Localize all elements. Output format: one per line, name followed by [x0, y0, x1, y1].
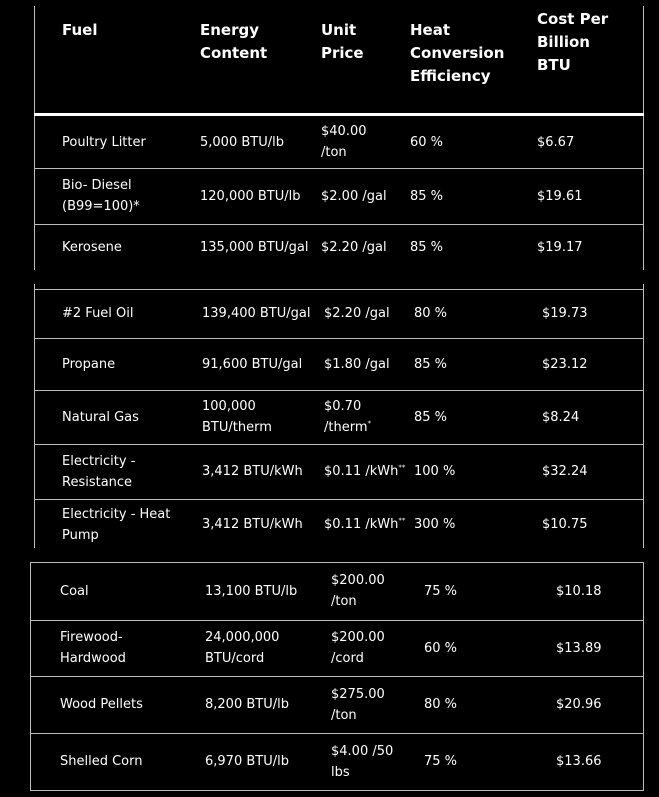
cost-cell-line: $19.73: [542, 306, 588, 321]
fuel-cell-line: (B99=100)*: [62, 199, 140, 214]
efficiency-cell: [424, 638, 457, 659]
energy-cell: [205, 581, 297, 602]
price-cell-line: $0.70: [324, 399, 362, 414]
fuel-cell: [60, 627, 126, 669]
price-cell: [331, 627, 385, 669]
energy-cell: [200, 237, 308, 258]
fuel-cell-line: Natural Gas: [62, 409, 139, 425]
price-cell: [331, 741, 393, 783]
row-divider: [30, 733, 644, 734]
price-cell-line: /therm*: [324, 419, 371, 435]
price-cell: [331, 570, 385, 612]
fuel-cell: [60, 751, 142, 772]
fuel-cell-line: Bio- Diesel: [62, 178, 132, 193]
row-divider: [34, 338, 644, 339]
efficiency-cell: [424, 581, 457, 602]
cost-cell-line: $23.12: [542, 356, 588, 372]
fuel-cell-line: Electricity - Heat: [62, 506, 171, 522]
price-cell-line: $0.11 /kWh**: [324, 463, 406, 479]
price-cell: [321, 237, 387, 258]
energy-cell-line: BTU/therm: [202, 420, 272, 435]
energy-cell-line: 6,970 BTU/lb: [205, 754, 289, 769]
cost-cell-line: $6.67: [537, 134, 575, 150]
table-border-right: [643, 284, 644, 548]
row-divider: [30, 676, 644, 677]
efficiency-cell: [410, 237, 443, 258]
energy-cell: [200, 186, 301, 207]
cost-cell-line: $8.24: [542, 409, 580, 425]
cost-cell: [542, 461, 588, 482]
energy-cell: [200, 132, 284, 153]
cost-cell: [542, 514, 588, 535]
price-cell: [324, 396, 371, 438]
efficiency-cell-line: 85 %: [414, 409, 448, 425]
efficiency-cell: [424, 751, 457, 772]
energy-cell-line: 24,000,000: [205, 630, 280, 645]
footnote-marker: *: [367, 419, 371, 428]
cost-cell: [556, 751, 602, 772]
table-border-left: [34, 284, 35, 548]
fuel-cell: [62, 237, 122, 258]
fuel-cell: [62, 303, 134, 324]
header-unit-price: Unit Price: [321, 21, 364, 62]
row-divider: [34, 390, 644, 391]
cost-cell: [542, 354, 588, 375]
efficiency-cell-line: 80 %: [424, 697, 458, 712]
cost-cell: [537, 237, 583, 258]
energy-cell-line: 3,412 BTU/kWh: [202, 517, 303, 532]
efficiency-cell-line: 60 %: [424, 640, 458, 656]
row-divider: [30, 620, 644, 621]
energy-cell: [205, 751, 289, 772]
fuel-cell-line: Shelled Corn: [60, 754, 143, 769]
price-cell: [324, 354, 390, 375]
price-cell-line: /ton: [331, 707, 357, 723]
energy-cell: [202, 396, 272, 438]
fuel-cell-line: Resistance: [62, 474, 133, 490]
price-cell-line: $40.00: [321, 124, 367, 139]
price-cell: [324, 303, 390, 324]
cost-cell: [537, 186, 583, 207]
header-heat-efficiency: Heat Conversion Efficiency: [410, 21, 505, 85]
cost-cell-line: $32.24: [542, 464, 588, 479]
energy-cell-line: 13,100 BTU/lb: [205, 583, 298, 599]
row-divider: [34, 444, 644, 445]
fuel-cell: [62, 175, 140, 217]
energy-cell-line: 8,200 BTU/lb: [205, 697, 289, 712]
fuel-cell-line: #2 Fuel Oil: [62, 306, 134, 321]
fuel-cell-line: Electricity -: [62, 453, 136, 469]
efficiency-cell-line: 75 %: [424, 583, 458, 599]
row-divider: [30, 790, 644, 791]
fuel-cell: [62, 132, 146, 153]
price-cell-line: $200.00: [331, 573, 385, 588]
row-divider: [34, 224, 644, 225]
header-fuel: Fuel: [62, 21, 98, 39]
price-cell-line: $1.80 /gal: [324, 356, 390, 372]
row-divider: [34, 168, 644, 169]
price-cell-line: /ton: [331, 594, 357, 609]
price-cell: [331, 684, 385, 726]
price-cell-line: /ton: [321, 145, 347, 160]
efficiency-cell: [414, 514, 455, 535]
footnote-marker: **: [398, 516, 406, 525]
cost-cell-line: $20.96: [556, 697, 602, 712]
efficiency-cell: [414, 461, 455, 482]
cost-cell-line: $13.66: [556, 754, 602, 769]
efficiency-cell-line: 300 %: [414, 517, 456, 532]
energy-cell-line: 91,600 BTU/gal: [202, 356, 303, 372]
efficiency-cell-line: 75 %: [424, 754, 458, 769]
price-cell-line: $275.00: [331, 686, 385, 702]
table-border-left: [34, 6, 35, 270]
cost-cell-line: $19.61: [537, 188, 583, 204]
cost-cell: [537, 132, 574, 153]
energy-cell-line: 5,000 BTU/lb: [200, 134, 284, 150]
efficiency-cell: [414, 407, 447, 428]
fuel-cell: [62, 504, 170, 546]
price-cell-line: $2.20 /gal: [324, 306, 390, 321]
header-energy-content: Energy Content: [200, 21, 268, 62]
efficiency-cell: [424, 694, 457, 715]
efficiency-cell-line: 85 %: [410, 239, 444, 255]
efficiency-cell: [410, 132, 443, 153]
header-cost-per-billion-btu: Cost Per Billion BTU: [537, 10, 609, 74]
footnote-marker: **: [398, 463, 406, 472]
energy-cell-line: 3,412 BTU/kWh: [202, 464, 303, 479]
efficiency-cell-line: 85 %: [410, 188, 444, 204]
energy-cell: [202, 461, 303, 482]
cost-cell-line: $10.18: [556, 583, 602, 599]
price-cell: [321, 121, 367, 163]
energy-cell: [202, 354, 302, 375]
efficiency-cell: [414, 354, 447, 375]
price-cell-line: lbs: [331, 764, 350, 780]
cost-cell-line: $13.89: [556, 640, 602, 656]
price-cell: [324, 514, 405, 535]
fuel-cell-line: Poultry Litter: [62, 134, 146, 150]
header-divider: [34, 113, 644, 116]
row-divider: [30, 562, 644, 563]
efficiency-cell: [414, 303, 447, 324]
fuel-cell: [60, 694, 143, 715]
energy-cell: [202, 514, 303, 535]
cost-cell-line: $10.75: [542, 517, 588, 532]
price-cell-line: $200.00: [331, 630, 385, 645]
efficiency-cell-line: 80 %: [414, 306, 448, 321]
efficiency-cell-line: 100 %: [414, 464, 456, 479]
energy-cell-line: 100,000: [202, 399, 256, 414]
cost-cell: [556, 581, 602, 602]
efficiency-cell: [410, 186, 443, 207]
fuel-cell-line: Propane: [62, 356, 116, 372]
row-divider: [34, 289, 644, 290]
price-cell-line: $4.00 /50: [331, 743, 394, 759]
price-cell-line: /cord: [331, 651, 364, 666]
cost-cell: [556, 638, 602, 659]
fuel-cell-line: Pump: [62, 527, 99, 543]
price-cell-line: $2.20 /gal: [321, 239, 387, 255]
energy-cell: [202, 303, 310, 324]
fuel-cell: [62, 354, 115, 375]
fuel-cell-line: Hardwood: [60, 651, 126, 666]
energy-cell: [205, 627, 279, 669]
fuel-cell: [60, 581, 89, 602]
price-cell-line: $0.11 /kWh**: [324, 516, 406, 532]
fuel-cell-line: Kerosene: [62, 239, 122, 255]
fuel-cell: [62, 451, 135, 493]
energy-cell: [205, 694, 289, 715]
fuel-cell: [62, 407, 139, 428]
fuel-cell-line: Wood Pellets: [60, 697, 143, 712]
cost-cell-line: $19.17: [537, 239, 583, 255]
table-border-right: [643, 6, 644, 270]
cost-cell: [556, 694, 602, 715]
price-cell: [321, 186, 387, 207]
energy-cell-line: BTU/cord: [205, 651, 265, 666]
fuel-cell-line: Coal: [60, 583, 89, 599]
efficiency-cell-line: 85 %: [414, 356, 448, 372]
cost-cell: [542, 407, 579, 428]
price-cell-line: $2.00 /gal: [321, 188, 387, 204]
efficiency-cell-line: 60 %: [410, 134, 444, 150]
energy-cell-line: 120,000 BTU/lb: [200, 188, 301, 204]
energy-cell-line: 135,000 BTU/gal: [200, 239, 309, 255]
row-divider: [34, 499, 644, 500]
fuel-cell-line: Firewood-: [60, 630, 123, 645]
cost-cell: [542, 303, 588, 324]
price-cell: [324, 461, 405, 482]
energy-cell-line: 139,400 BTU/gal: [202, 306, 311, 321]
